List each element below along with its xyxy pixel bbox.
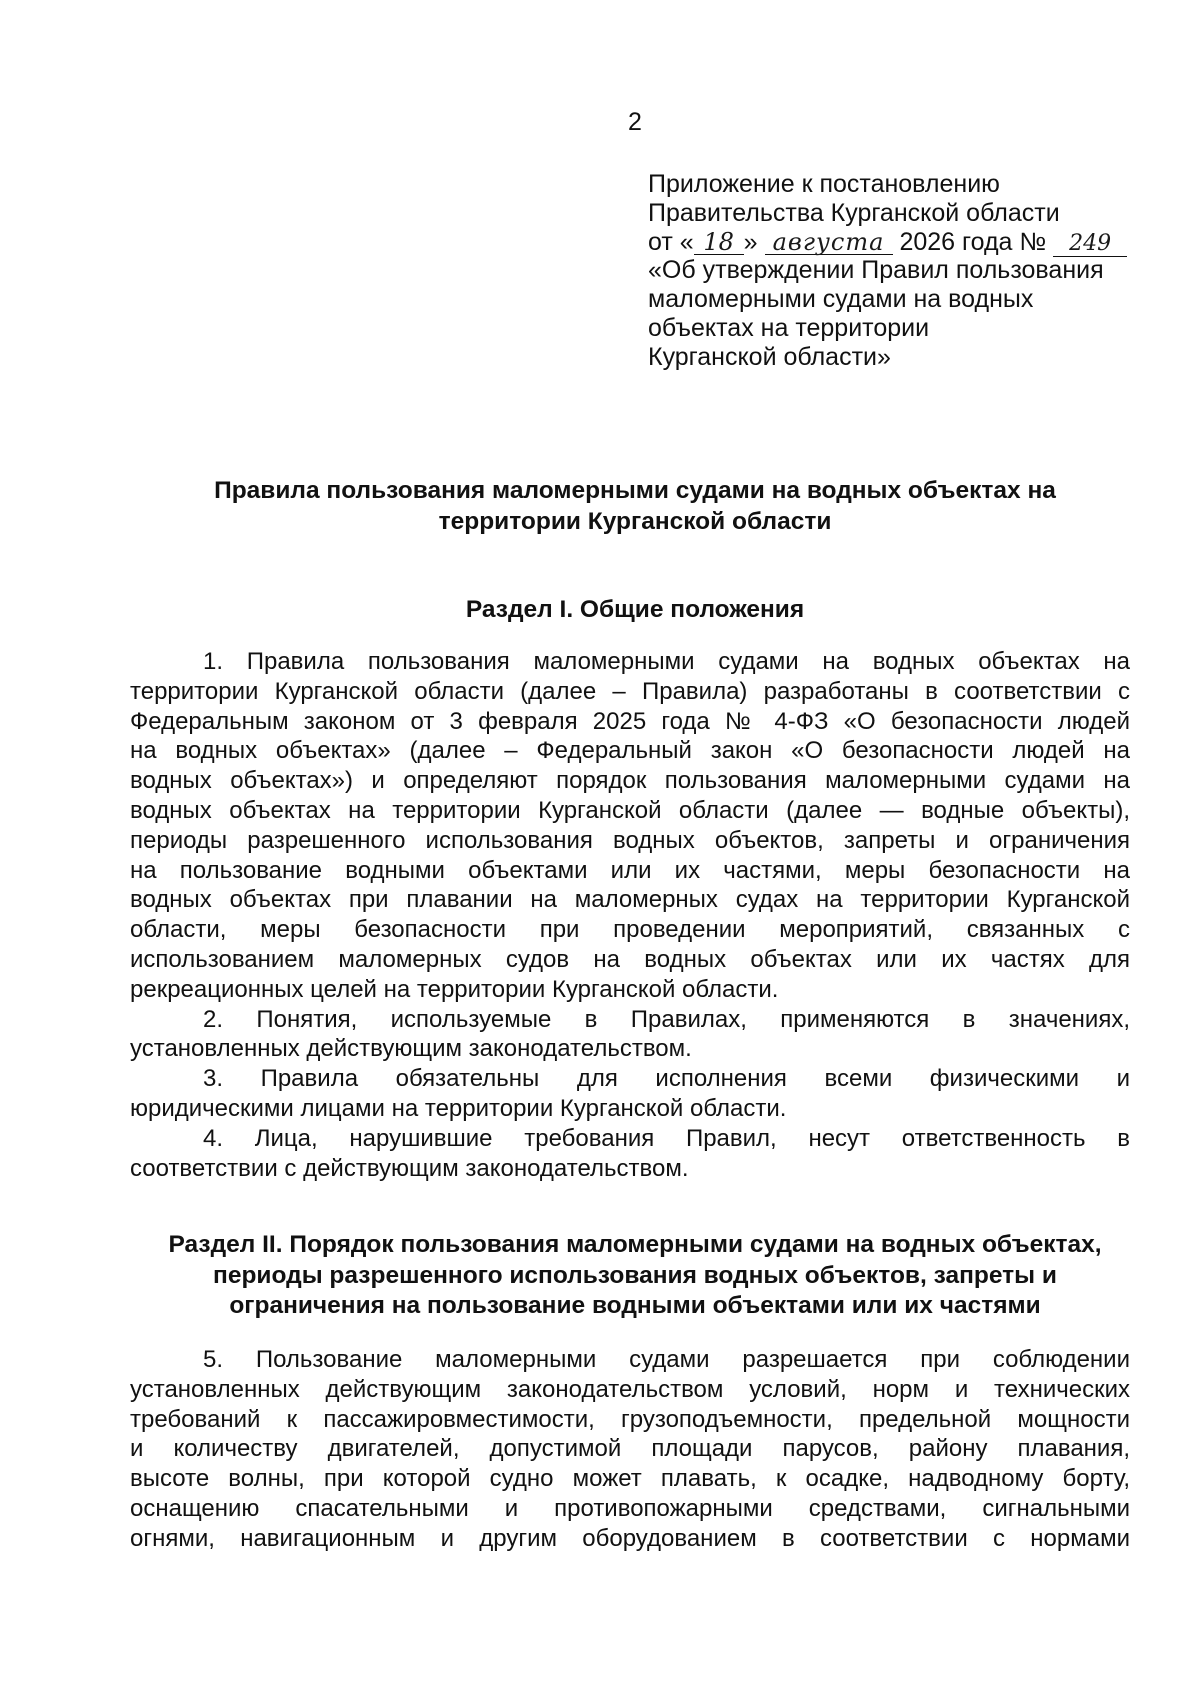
paragraph-line: водных объектах на территории Курганской области (далее — водные объекты), bbox=[130, 796, 1130, 824]
paragraph-line: на пользование водными объектами или их частями, меры безопасности на bbox=[130, 856, 1130, 884]
paragraph-line: юридическими лицами на территории Курганской области. bbox=[130, 1094, 787, 1122]
paragraph-line: установленных действующим законодательством условий, норм и технических bbox=[130, 1375, 1130, 1403]
paragraph-line: огнями, навигационным и другим оборудованием в соответствии с нормами bbox=[130, 1524, 1130, 1552]
paragraph-line: 3. Правила обязательны для исполнения всеми физическими и bbox=[203, 1065, 1130, 1093]
paragraph-line: водных объектах при плавании на маломерных судах на территории Курганской bbox=[130, 886, 1130, 914]
paragraph-line: периоды разрешенного использования водных объектов, запреты и ограничения bbox=[130, 826, 1130, 854]
section-1-body bbox=[130, 647, 1130, 1183]
paragraph-line: высоте волны, при которой судно может плавать, к осадке, надводному борту, bbox=[130, 1465, 1130, 1493]
section-heading-line: периоды разрешенного использования водных объектов, запреты и bbox=[213, 1261, 1057, 1289]
handwritten-day: 18 bbox=[694, 230, 744, 255]
section-heading-line: ограничения на пользование водными объектами или их частями bbox=[229, 1292, 1041, 1319]
appendix-line: «Об утверждении Правил пользования bbox=[648, 256, 1104, 285]
date-year: 2026 года № bbox=[899, 227, 1047, 256]
appendix-date-line bbox=[648, 228, 1168, 257]
title-line: Правила пользования маломерными судами на водных объектах на bbox=[214, 477, 1056, 504]
paragraph-line: соответствии с действующим законодательством. bbox=[130, 1154, 689, 1182]
appendix-line: маломерными судами на водных bbox=[648, 285, 1034, 314]
paragraph-line: территории Курганской области (далее – Правила) разработаны в соответствии с bbox=[130, 677, 1130, 705]
section-1-heading bbox=[130, 595, 1140, 626]
paragraph-line: оснащению спасательными и противопожарными средствами, сигнальными bbox=[130, 1494, 1130, 1522]
section-2-body bbox=[130, 1345, 1130, 1554]
paragraph-line: водных объектах») и определяют порядок пользования маломерными судами на bbox=[130, 767, 1130, 795]
handwritten-month: августа bbox=[765, 230, 893, 255]
date-mid: » bbox=[743, 227, 758, 256]
section-heading-line: Раздел II. Порядок пользования маломерными судами на водных объектах, bbox=[168, 1231, 1102, 1258]
document-title bbox=[130, 476, 1140, 537]
paragraph-line: на водных объектах» (далее – Федеральный закон «О безопасности людей на bbox=[130, 737, 1130, 765]
section-heading-line: Раздел I. Общие положения bbox=[465, 596, 805, 623]
appendix-header bbox=[648, 170, 1168, 372]
paragraph-line: использованием маломерных судов на водных объектах или их частях для bbox=[130, 945, 1130, 973]
appendix-line: Приложение к постановлению bbox=[648, 170, 1000, 198]
paragraph-line: 1. Правила пользования маломерными судами на водных объектах на bbox=[203, 648, 1130, 675]
handwritten-number: 249 bbox=[1053, 232, 1127, 257]
paragraph-line: области, меры безопасности при проведении мероприятий, связанных с bbox=[130, 916, 1130, 944]
paragraph-line: рекреационных целей на территории Курганской области. bbox=[130, 975, 779, 1003]
appendix-line: Курганской области» bbox=[648, 342, 891, 371]
date-prefix: от « bbox=[648, 227, 694, 256]
paragraph-line: Федеральным законом от 3 февраля 2025 года № 4-ФЗ «О безопасности людей bbox=[130, 707, 1130, 735]
title-line: территории Курганской области bbox=[438, 507, 832, 535]
paragraph-line: и количеству двигателей, допустимой площади парусов, району плавания, bbox=[130, 1435, 1130, 1463]
appendix-line: объектах на территории bbox=[648, 313, 930, 342]
paragraph-line: 2. Понятия, используемые в Правилах, применяются в значениях, bbox=[203, 1005, 1130, 1033]
section-2-heading bbox=[130, 1230, 1140, 1322]
paragraph-line: требований к пассажировместимости, грузоподъемности, предельной мощности bbox=[130, 1405, 1130, 1433]
appendix-line: Правительства Курганской области bbox=[648, 198, 1060, 227]
paragraph-line: 4. Лица, нарушившие требования Правил, несут ответственность в bbox=[203, 1124, 1130, 1152]
paragraph-line: установленных действующим законодательством. bbox=[130, 1035, 692, 1063]
page-number: 2 bbox=[628, 108, 642, 136]
paragraph-line: 5. Пользование маломерными судами разрешается при соблюдении bbox=[203, 1346, 1130, 1373]
